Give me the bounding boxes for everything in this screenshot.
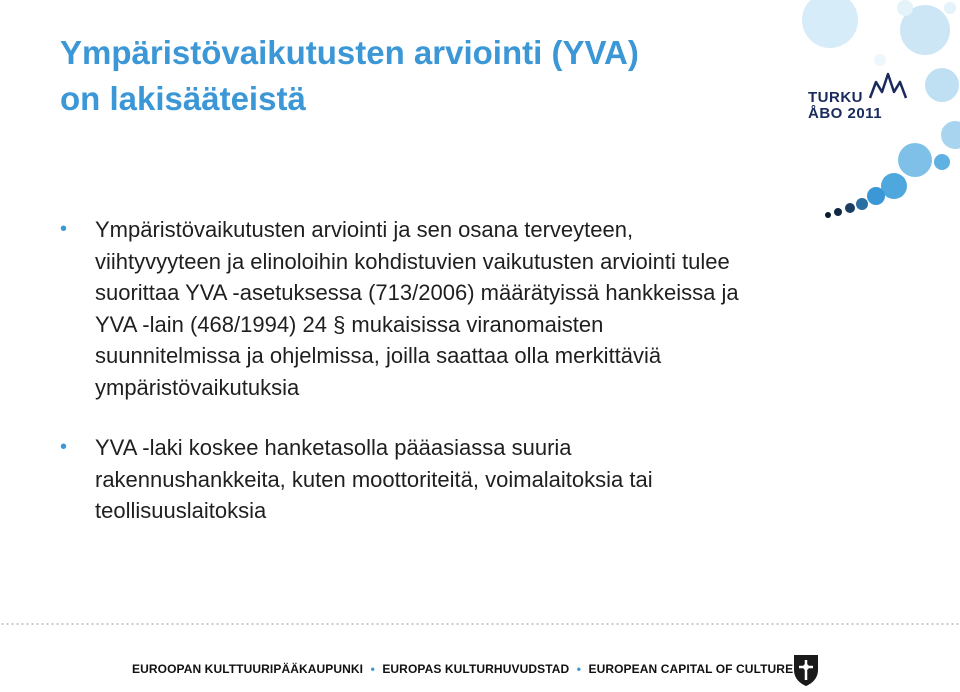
slide-title-line-1: Ympäristövaikutusten arviointi (YVA) (60, 34, 639, 71)
bullet-icon: • (60, 218, 68, 240)
bullet-line: YVA -lain (468/1994) 24 § mukaisissa viranomaisten (95, 311, 604, 337)
bullet-line: ympäristövaikutuksia (95, 374, 300, 400)
footer-text-en: EUROPEAN CAPITAL OF CULTURE (588, 662, 794, 676)
coat-of-arms-icon (791, 652, 821, 688)
bullet-line: rakennushankkeita, kuten moottoriteitä, voimalaitoksia tai (95, 466, 653, 492)
bullet-icon: • (60, 436, 68, 458)
bullet-line: viihtyvyyteen ja elinoloihin kohdistuvien vaikutusten arviointi tulee (95, 248, 730, 274)
logo-line-2: ÅBO 2011 (808, 105, 883, 122)
bullet-line: YVA -laki koskee hanketasolla pääasiassa suuria (95, 435, 572, 460)
slide-content (60, 214, 900, 527)
bullet-line: suorittaa YVA -asetuksessa (713/2006) määrätyissä hankkeissa ja (95, 280, 739, 305)
crown-icon (868, 72, 908, 100)
turku-abo-2011-logo (808, 74, 908, 134)
bullet-line: Ympäristövaikutusten arviointi ja sen osana terveyteen, (95, 217, 634, 242)
footer-separator: • (576, 662, 582, 676)
bullet-line: suunnitelmissa ja ohjelmissa, joilla saattaa olla merkittäviä (95, 343, 662, 368)
bullet-item (60, 432, 900, 527)
footer-text-sv: EUROPAS KULTURHUVUDSTAD (382, 662, 570, 676)
footer-tagline (132, 662, 793, 676)
bullet-item (60, 214, 900, 403)
logo-line-1: TURKU (808, 89, 863, 106)
footer-separator: • (370, 662, 375, 676)
footer-dotted-divider (0, 622, 960, 626)
bullet-line: teollisuuslaitoksia (95, 498, 267, 523)
slide-title (60, 30, 740, 122)
slide-title-line-2: on lakisääteistä (60, 80, 306, 117)
footer-text-fi: EUROOPAN KULTTUURIPÄÄKAUPUNKI (132, 662, 364, 676)
